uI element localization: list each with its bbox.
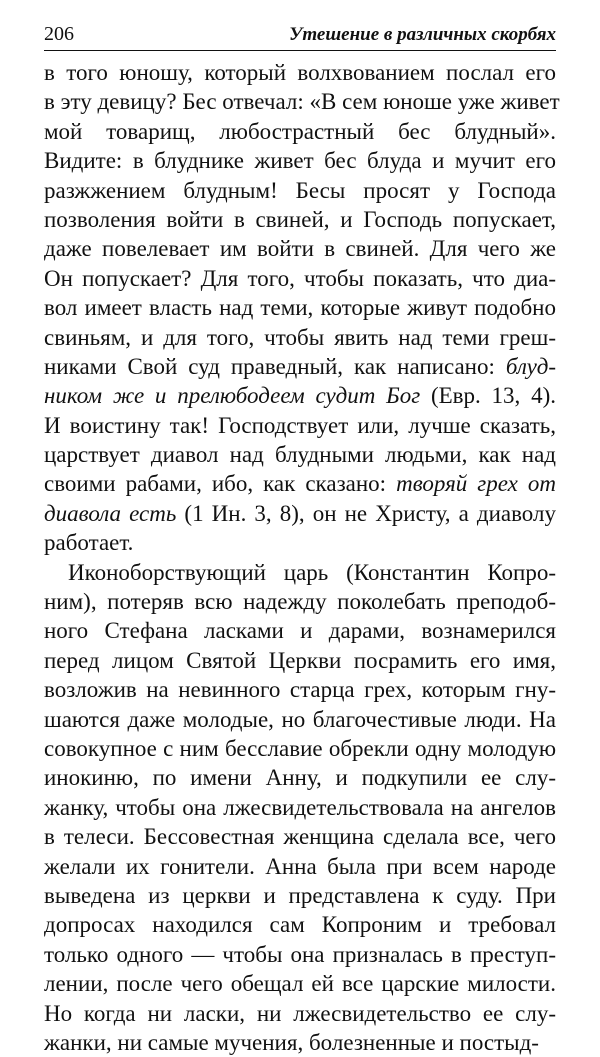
text-run: лении, после чего обещал ей все царские милости. <box>44 971 556 997</box>
text-line <box>44 352 556 381</box>
text-line <box>44 411 556 440</box>
body-text <box>44 58 560 1057</box>
text-run: в того юношу, который волхвованием послал его <box>44 60 556 85</box>
text-line <box>44 881 556 910</box>
text-line <box>44 264 556 293</box>
text-run: выведена из церкви и представлена к суду. При <box>44 882 556 908</box>
text-run: шаются даже молодые, но благочестивые люди. На <box>44 706 556 732</box>
text-run: ним), потеряв всю надежду поколебать преподоб- <box>44 589 556 615</box>
text-run: только одного — чтобы она призналась в преступ- <box>44 941 556 967</box>
text-line <box>44 999 556 1028</box>
text-run: Он попускает? Для того, чтобы показать, что диа- <box>44 265 556 291</box>
text-run: жанки, ни самые мучения, болезненные и постыд- <box>44 1029 539 1055</box>
text-line <box>44 176 556 205</box>
text-run: перед лицом Святой Церкви посрамить его имя, <box>44 647 556 673</box>
text-run: позволения войти в свиней, и Господь попускает, <box>44 206 556 232</box>
text-run: свиньям, и для того, чтобы явить над теми греш- <box>44 324 556 350</box>
text-line <box>44 205 556 234</box>
text-line <box>44 440 556 469</box>
text-line <box>44 323 556 352</box>
text-run: даже повелевает им войти в свиней. Для чего же <box>44 236 556 262</box>
text-run: допросах находился сам Копроним и требовал <box>44 912 556 938</box>
text-run: Видите: в блуднике живет бес блуда и мучит его <box>44 148 556 174</box>
text-line <box>44 87 560 116</box>
text-run: инокиню, по имени Анну, и подкупили ее слу- <box>44 765 556 791</box>
italic-quote: диавола есть <box>44 500 177 526</box>
text-line <box>44 940 556 969</box>
text-run: мой товарищ, любострастный бес блудный». <box>44 118 556 144</box>
text-run: возложив на невинного старца грех, которым гну- <box>44 677 556 703</box>
text-line <box>44 646 556 675</box>
text-run: совокупное с ним бесславие обрекли одну молодую <box>44 735 556 761</box>
italic-quote: ником же и прелюбодеем судит Бог <box>44 383 421 409</box>
text-run: в эту девицу? Бес отвечал: «В сем юноше уже живет <box>44 89 560 115</box>
italic-quote: блуд- <box>505 353 556 379</box>
text-line <box>44 528 556 557</box>
text-run: своими рабами, ибо, как сказано: <box>44 471 397 497</box>
text-run: царствует диавол над блудными людьми, как над <box>44 442 556 468</box>
text-line <box>44 910 556 939</box>
text-run: И воистину так! Господствует или, лучше сказать, <box>44 412 556 438</box>
text-line <box>44 705 556 734</box>
text-line <box>44 1028 556 1057</box>
text-run: жанку, чтобы она лжесвидетельствовала на ангелов <box>44 794 556 820</box>
text-line <box>44 763 556 792</box>
text-line <box>44 822 556 851</box>
text-line <box>44 852 556 881</box>
text-line <box>44 616 556 645</box>
text-line <box>44 58 556 87</box>
text-run: разжжением блудным! Бесы просят у Господа <box>44 177 556 203</box>
text-run: работает. <box>44 530 134 556</box>
text-run: желали их гонители. Анна была при всем народе <box>44 853 556 879</box>
text-line <box>44 499 556 528</box>
text-run: в телеси. Бессовестная женщина сделала все, чего <box>44 824 556 850</box>
text-line <box>44 558 556 587</box>
text-line <box>44 675 556 704</box>
text-run: Иконоборствующий царь (Константин Копро- <box>68 559 556 585</box>
text-line <box>44 293 556 322</box>
text-line <box>44 587 556 616</box>
text-line <box>44 793 556 822</box>
text-line <box>44 146 556 175</box>
text-line <box>44 469 556 498</box>
running-title: Утешение в различных скорбях <box>289 24 556 45</box>
text-run: (1 Ин. 3, 8), он не Христу, а диаволу <box>176 500 556 526</box>
text-line <box>44 381 556 410</box>
text-run: вол имеет власть над теми, которые живут подобно <box>44 295 556 321</box>
italic-quote: творяй грех от <box>396 471 556 497</box>
paragraph <box>44 558 556 1057</box>
paragraph <box>44 58 560 558</box>
text-run: ного Стефана ласками и дарами, вознамерился <box>44 618 556 644</box>
text-run: (Евр. 13, 4). <box>420 383 556 409</box>
text-run: никами Свой суд праведный, как написано: <box>44 353 506 379</box>
page-number: 206 <box>44 23 74 45</box>
page-header <box>44 18 556 46</box>
header-rule <box>44 50 556 51</box>
text-line <box>44 734 556 763</box>
text-line <box>44 969 556 998</box>
text-line <box>44 234 556 263</box>
text-line <box>44 117 556 146</box>
text-run: Но когда ни ласки, ни лжесвидетельство ее слу- <box>44 1000 556 1026</box>
